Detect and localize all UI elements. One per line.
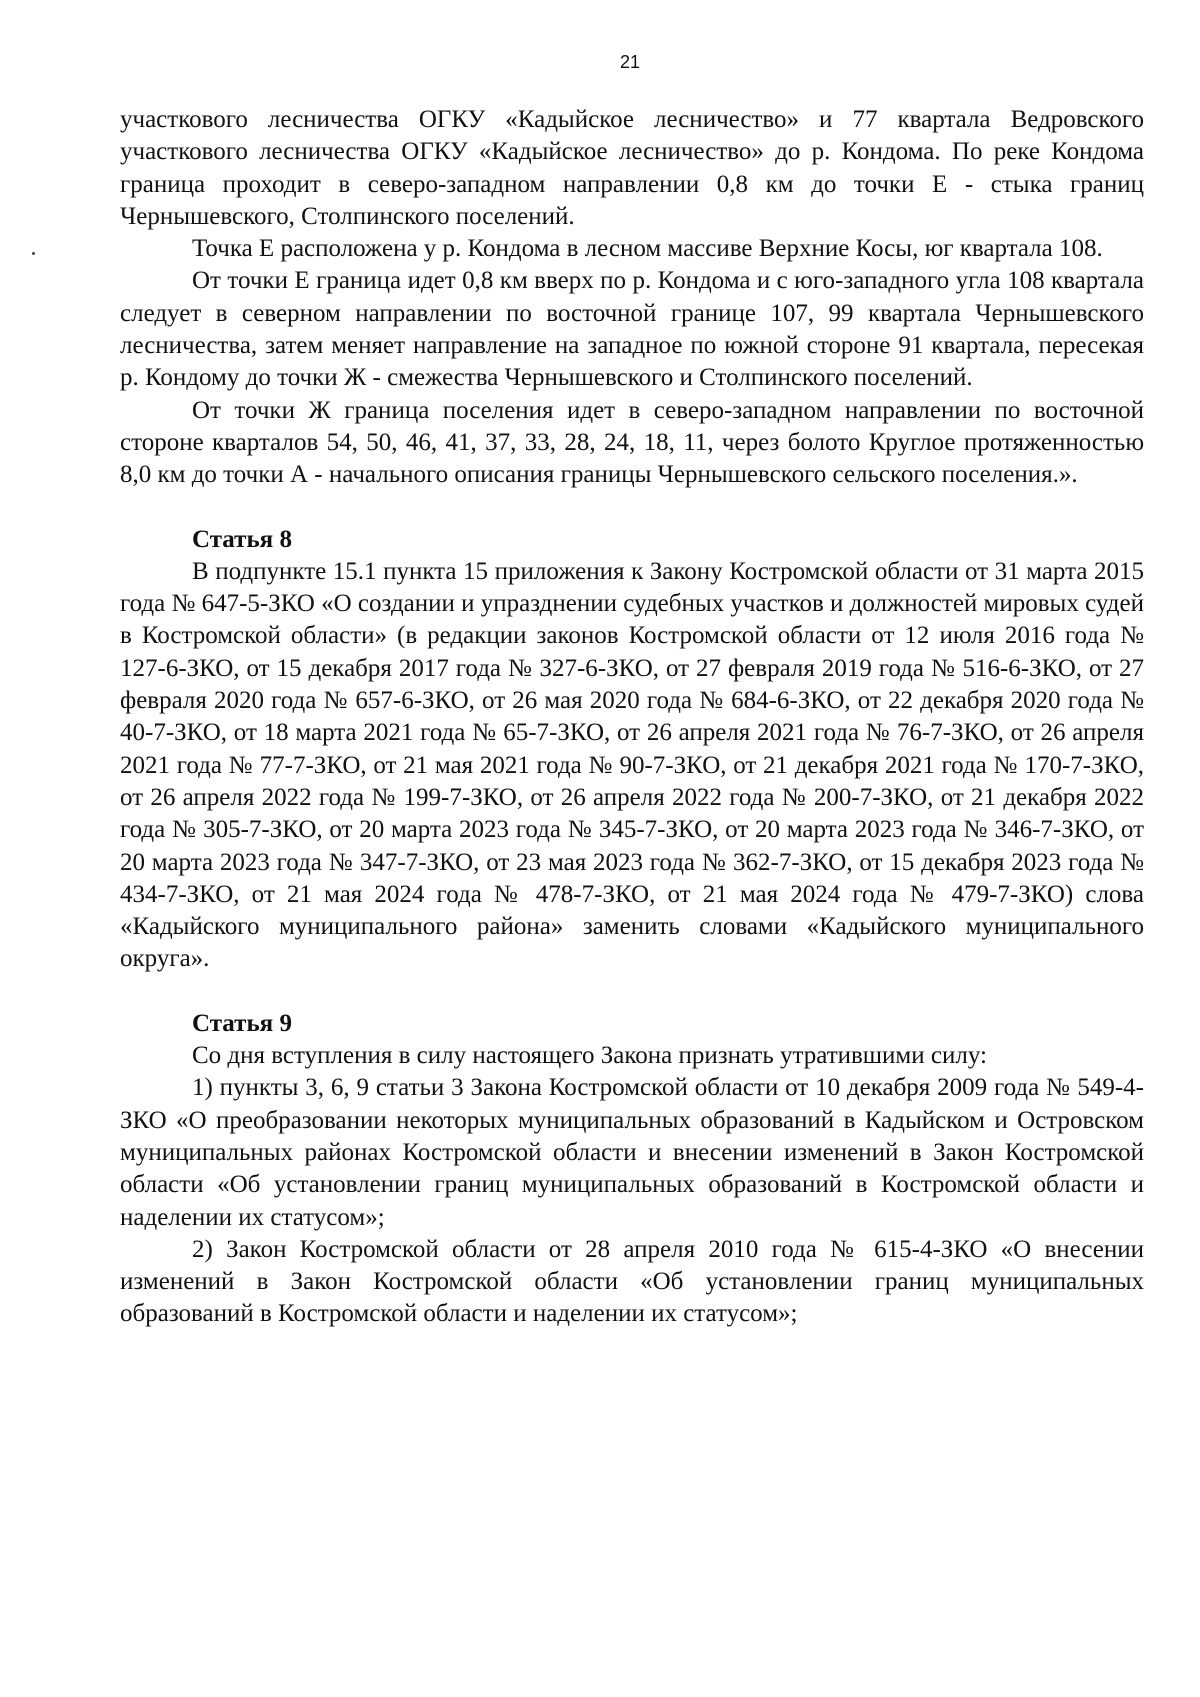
paragraph-continuation: участкового лесничества ОГКУ «Кадыйское лесничество» и 77 квартала Ведровского участкового лесничества ОГКУ «Кадыйское лесничество» до р. Кондома. По реке Кондома граница проходит в северо-западном направлении 0,8 км до точки Е - стыка границ Чернышевского, Столпинского поселений.	[120, 106, 1144, 230]
article-9-item-1: 1) пункты 3, 6, 9 статьи 3 Закона Костромской области от 10 декабря 2009 года № 549-4-ЗКО «О преобразовании некоторых муниципальных образований в Кадыйском и Островском муниципальных районах Костромской области и внесении изменений в Закон Костромской области «Об установлении границ муниципальных образований в Костромской области и наделении их статусом»;	[120, 1074, 1144, 1231]
article-8-heading: Статья 8	[192, 525, 292, 553]
article-8-text: В подпункте 15.1 пункта 15 приложения к Закону Костромской области от 31 марта 2015 года № 647-5-ЗКО «О создании и упразднении судебных участков и должностей мировых судей в Костромской области» (в редакции законов Костромской области от 12 июля 2016 года № 127-6-ЗКО, от 15 декабря 2017 года № 327-6-ЗКО, от 27 февраля 2019 года № 516-6-ЗКО, от 27 февраля 2020 года № 657-6-ЗКО, от 26 мая 2020 года № 684-6-ЗКО, от 22 декабря 2020 года № 40-7-ЗКО, от 18 марта 2021 года № 65-7-ЗКО, от 26 апреля 2021 года № 76-7-ЗКО, от 26 апреля 2021 года № 77-7-ЗКО, от 21 мая 2021 года № 90-7-ЗКО, от 21 декабря 2021 года № 170-7-ЗКО, от 26 апреля 2022 года № 199-7-ЗКО, от 26 апреля 2022 года № 200-7-ЗКО, от 21 декабря 2022 года № 305-7-ЗКО, от 20 марта 2023 года № 345-7-ЗКО, от 20 марта 2023 года № 346-7-ЗКО, от 20 марта 2023 года № 347-7-ЗКО, от 23 мая 2023 года № 362-7-ЗКО, от 15 декабря 2023 года № 434-7-ЗКО, от 21 мая 2024 года № 478-7-ЗКО, от 21 мая 2024 года № 479-7-ЗКО) слова «Кадыйского муниципального района» заменить словами «Кадыйского муниципального округа».	[120, 557, 1144, 973]
paragraph-from-point-e: От точки Е граница идет 0,8 км вверх по р. Кондома и с юго-западного угла 108 квартала следует в северном направлении по восточной границе 107, 99 квартала Чернышевского лесничества, затем меняет направление на западное по южной стороне 91 квартала, пересекая р. Кондому до точки Ж - смежества Чернышевского и Столпинского поселений.	[120, 267, 1144, 392]
article-9-item-2: 2) Закон Костромской области от 28 апреля 2010 года № 615-4-ЗКО «О внесении изменений в Закон Костромской области «Об установлении границ муниципальных образований в Костромской области и наделении их статусом»;	[120, 1235, 1144, 1328]
paragraph-point-e: Точка Е расположена у р. Кондома в лесном массиве Верхние Косы, юг квартала 108.	[192, 235, 1103, 263]
paragraph-from-point-zh: От точки Ж граница поселения идет в северо-западном направлении по восточной стороне кварталов 54, 50, 46, 41, 37, 33, 28, 24, 18, 11, через болото Круглое протяженностью 8,0 км до точки А - начального описания границы Чернышевского сельского поселения.».	[120, 396, 1144, 489]
document-body	[120, 104, 1144, 1331]
page-number: 21	[619, 52, 641, 72]
scan-speck	[32, 252, 35, 255]
article-9-heading: Статья 9	[192, 1009, 292, 1037]
article-9-intro: Со дня вступления в силу настоящего Закона признать утратившими силу:	[192, 1042, 987, 1070]
